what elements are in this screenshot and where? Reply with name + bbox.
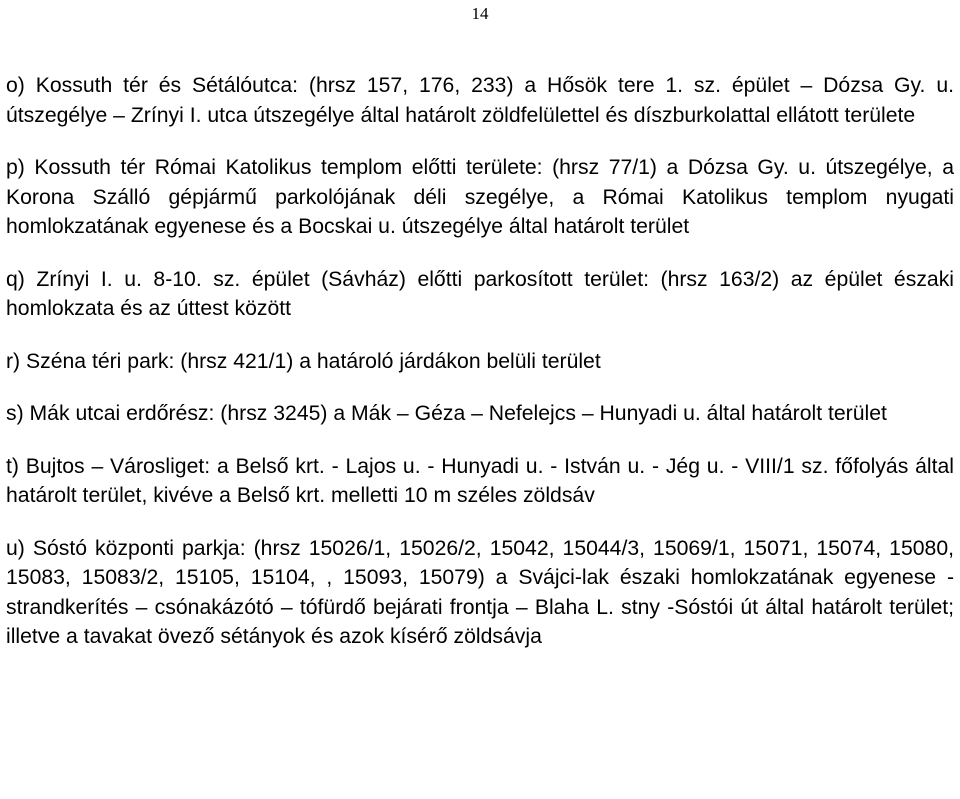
page-number: 14: [471, 4, 489, 23]
paragraph-t: t) Bujtos – Városliget: a Belső krt. - Lajos u. - Hunyadi u. - István u. - Jég u. - VIII/1 sz. főfolyás által határolt terület, kivéve a Belső krt. melletti 10 m széles zöldsáv: [6, 454, 954, 507]
paragraph-o: o) Kossuth tér és Sétálóutca: (hrsz 157, 176, 233) a Hősök tere 1. sz. épület – Dózsa Gy. u. útszegélye – Zrínyi I. utca útszegélye által határolt zöldfelülettel és díszburkolattal ellátott területe: [6, 74, 954, 127]
paragraph-s: s) Mák utcai erdőrész: (hrsz 3245) a Mák – Géza – Nefelejcs – Hunyadi u. által határolt terület: [6, 402, 887, 425]
paragraph-u: u) Sóstó központi parkja: (hrsz 15026/1, 15026/2, 15042, 15044/3, 15069/1, 15071, 15074, 15080, 15083, 15083/2, 15105, 15104, , 15093, 15079) a Svájci-lak északi homlokzatának egyenese - strandkerítés – csónakázótó – tófürdő bejárati frontja – Blaha L. stny -Sóstói út által határolt terület; illetve a tavakat övező sétányok és azok kísérő zöldsávja: [6, 536, 954, 648]
paragraph-p: p) Kossuth tér Római Katolikus templom előtti területe: (hrsz 77/1) a Dózsa Gy. u. útszegélye, a Korona Szálló gépjármű parkolójának déli szegélye, a Római Katolikus templom nyugati homlokzatának egyenese és a Bocskai u. útszegélye által határolt terület: [6, 156, 954, 238]
document-body: [6, 71, 954, 652]
paragraph-r: r) Széna téri park: (hrsz 421/1) a határoló járdákon belüli terület: [6, 349, 601, 373]
paragraph-q: q) Zrínyi I. u. 8-10. sz. épület (Sávház) előtti parkosított terület: (hrsz 163/2) az épület északi homlokzata és az úttest között: [6, 267, 954, 320]
